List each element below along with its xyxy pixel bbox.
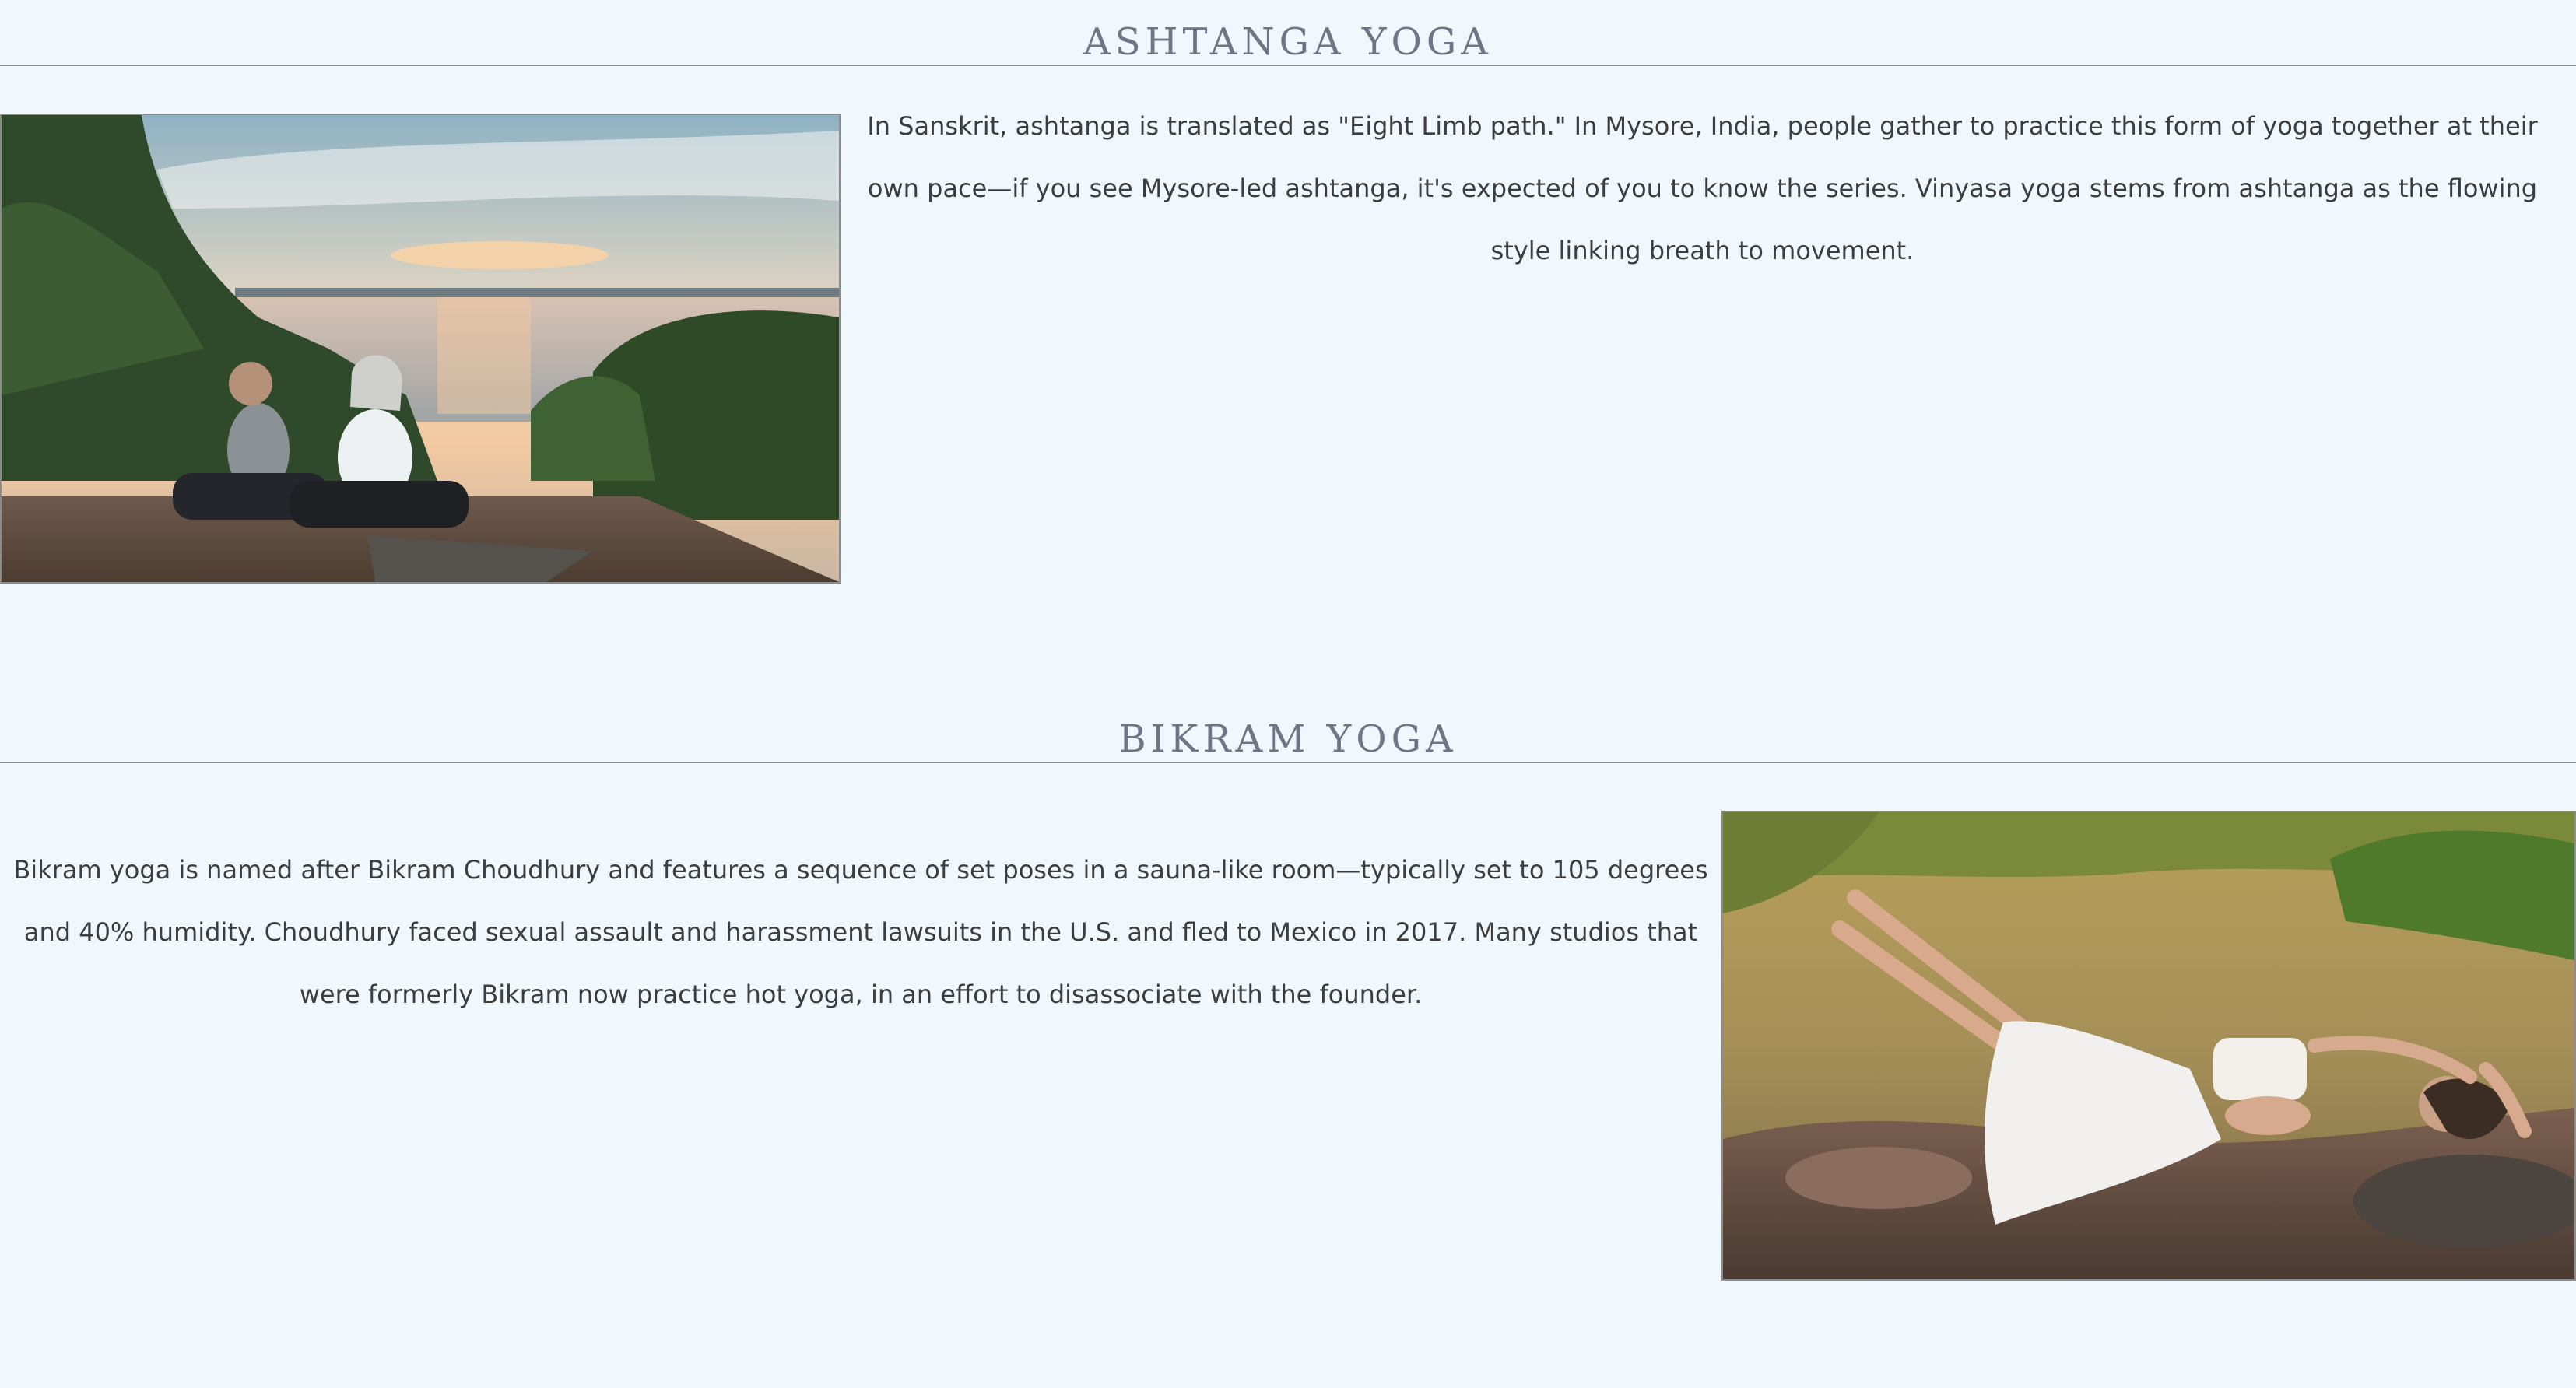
section-paragraph-bikram: Bikram yoga is named after Bikram Choudhury and features a sequence of set poses in a sauna-like room—typically set to 105 degrees and 40% humidity. Choudhury faced sexual assault and harassment lawsuits in the U.S. and fled to Mexico in 2017. Many studios that were formerly Bikram now practice hot yoga, in an effort to disassociate with the founder. [13, 855, 1708, 1009]
woman-yoga-pose-on-rocks-photo [1721, 811, 2576, 1281]
section-divider [0, 762, 2576, 763]
section-title-ashtanga: ASHTANGA YOGA [1083, 20, 1493, 64]
section-title-bikram: BIKRAM YOGA [1118, 717, 1458, 761]
section-paragraph-ashtanga: In Sanskrit, ashtanga is translated as "Eight Limb path." In Mysore, India, people gather to practice this form of yoga together at their own pace—if you see Mysore-led ashtanga, it's expected of you to know the series. Vinyasa yoga stems from ashtanga as the flowing style linking breath to movement. [867, 111, 2538, 265]
couple-meditating-lakeside-photo [0, 114, 841, 584]
section-divider [0, 65, 2576, 66]
